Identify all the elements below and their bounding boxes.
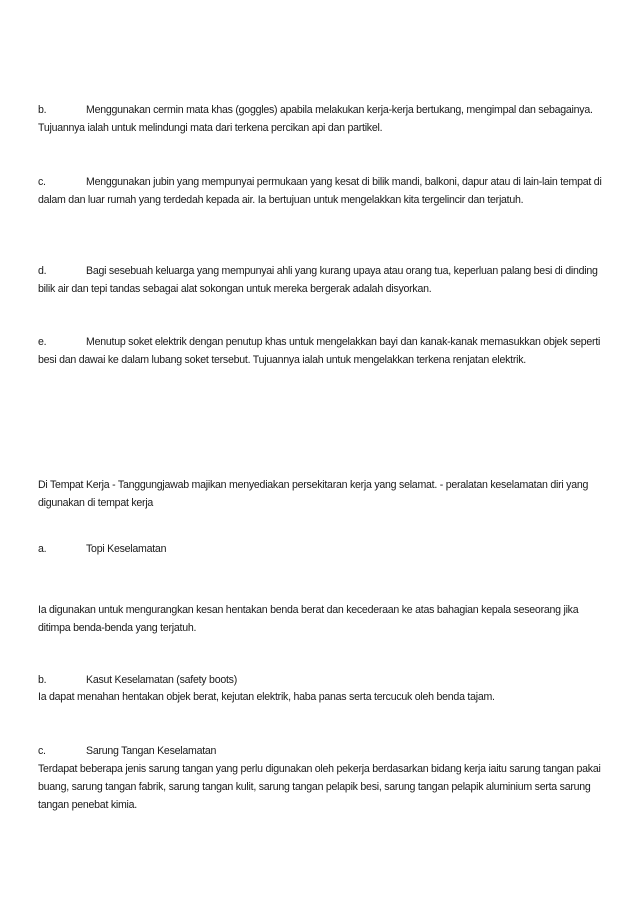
workplace-intro: Di Tempat Kerja - Tanggungjawab majikan menyediakan persekitaran kerja yang selamat. - peralatan keselamatan diri yang digunakan di tempat kerja <box>38 479 589 509</box>
item-c2-text: Terdapat beberapa jenis sarung tangan yang perlu digunakan oleh pekerja berdasarkan bidang kerja iaitu sarung tangan pakai buang, sarung tangan fabrik, sarung tangan kulit, sarung tangan pelapik besi, sarung tangan pelapik aluminium serta sarung tangan penebat kimia. <box>38 763 601 811</box>
item-b2-label: b. <box>38 674 47 686</box>
item-a-text: Ia digunakan untuk mengurangkan kesan hentakan benda berat dan kecederaan ke atas bahagian kepala seseorang jika ditimpa benda-benda yang terjatuh. <box>38 604 579 634</box>
item-b2-title: Kasut Keselamatan (safety boots) <box>86 674 237 686</box>
item-c2-label: c. <box>38 745 46 757</box>
item-b2-text: Ia dapat menahan hentakan objek berat, kejutan elektrik, haba panas serta tercucuk oleh benda tajam. <box>38 691 495 703</box>
item-c-paragraph <box>38 173 606 209</box>
item-c2-title: Sarung Tangan Keselamatan <box>86 745 217 757</box>
item-a-title: Topi Keselamatan <box>86 543 167 555</box>
item-e-label: e. <box>38 336 47 348</box>
item-c2-heading <box>38 742 606 760</box>
item-b-label: b. <box>38 104 47 116</box>
item-a-heading <box>38 540 606 558</box>
item-a-label: a. <box>38 543 47 555</box>
item-d-text: Bagi sesebuah keluarga yang mempunyai ahli yang kurang upaya atau orang tua, keperluan palang besi di dinding bilik air dan tepi tandas sebagai alat sokongan untuk mereka bergerak adalah disyorkan. <box>38 265 598 295</box>
item-b-paragraph <box>38 101 606 137</box>
item-c-label: c. <box>38 176 46 188</box>
item-b2-heading <box>38 671 606 689</box>
item-d-label: d. <box>38 265 47 277</box>
item-b-text: Menggunakan cermin mata khas (goggles) apabila melakukan kerja-kerja bertukang, mengimpal dan sebagainya. Tujuannya ialah untuk melindungi mata dari terkena percikan api dan partikel. <box>38 104 593 134</box>
item-e-paragraph <box>38 333 606 369</box>
item-e-text: Menutup soket elektrik dengan penutup khas untuk mengelakkan bayi dan kanak-kanak memasukkan objek seperti besi dan dawai ke dalam lubang soket tersebut. Tujuannya ialah untuk mengelakkan terkena renjatan elektrik. <box>38 336 601 366</box>
item-c-text: Menggunakan jubin yang mempunyai permukaan yang kesat di bilik mandi, balkoni, dapur atau di lain-lain tempat di dalam dan luar rumah yang terdedah kepada air. Ia bertujuan untuk mengelakkan kita tergelincir dan terjatuh. <box>38 176 602 206</box>
item-d-paragraph <box>38 262 606 298</box>
